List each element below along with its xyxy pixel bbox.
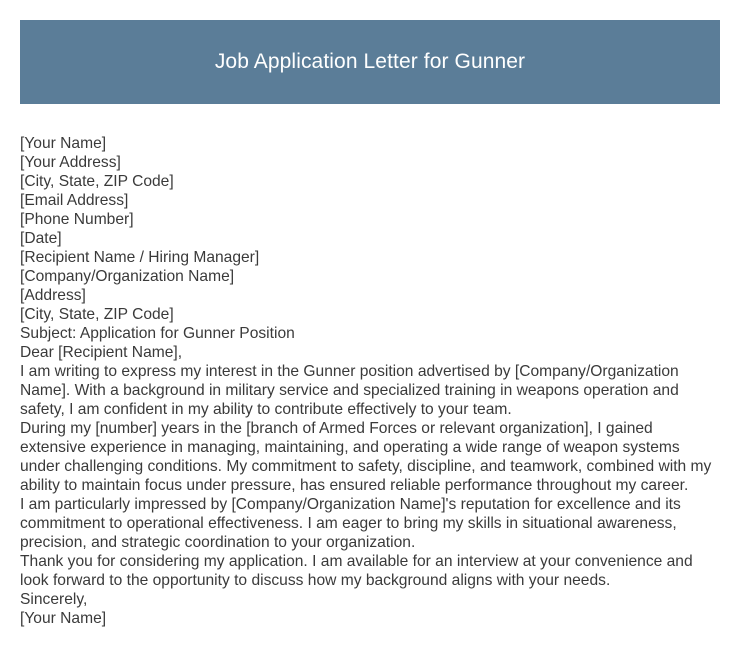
signature-name: [Your Name] — [20, 610, 107, 627]
recipient-organization: [Company/Organization Name] — [20, 268, 235, 285]
intro-paragraph: I am writing to express my interest in the Gunner position advertised by [Company/Organization Name]. With a background in military service and specialized training in weapons operation and safety, I am confident in my ability to contribute effectively to your team. — [20, 363, 679, 418]
salutation: Dear [Recipient Name], — [20, 344, 183, 361]
recipient-address: [Address] — [20, 287, 86, 304]
recipient-city-state-zip: [City, State, ZIP Code] — [20, 306, 174, 323]
subject-line: Subject: Application for Gunner Position — [20, 325, 295, 342]
sign-off: Sincerely, — [20, 591, 88, 608]
title-banner — [20, 20, 720, 104]
closing-paragraph: Thank you for considering my application. I am available for an interview at your convenience and look forward to the opportunity to discuss how my background aligns with your needs. — [20, 553, 693, 589]
sender-city-state-zip: [City, State, ZIP Code] — [20, 173, 174, 190]
letter-date: [Date] — [20, 230, 62, 247]
page-title: Job Application Letter for Gunner — [214, 50, 526, 73]
sender-email: [Email Address] — [20, 192, 129, 209]
motivation-paragraph: I am particularly impressed by [Company/Organization Name]'s reputation for excellence and its commitment to operational effectiveness. I am eager to bring my skills in situational awareness, precision, and strategic coordination to your organization. — [20, 496, 681, 551]
sender-phone: [Phone Number] — [20, 211, 134, 228]
recipient-name: [Recipient Name / Hiring Manager] — [20, 249, 260, 266]
experience-paragraph: During my [number] years in the [branch of Armed Forces or relevant organization], I gained extensive experience in managing, maintaining, and operating a wide range of weapon systems under challenging conditions. My commitment to safety, discipline, and teamwork, combined with my ability to maintain focus under pressure, has ensured reliable performance throughout my career. — [20, 420, 712, 494]
letter-body — [20, 134, 716, 628]
sender-name: [Your Name] — [20, 135, 107, 152]
sender-address: [Your Address] — [20, 154, 121, 171]
